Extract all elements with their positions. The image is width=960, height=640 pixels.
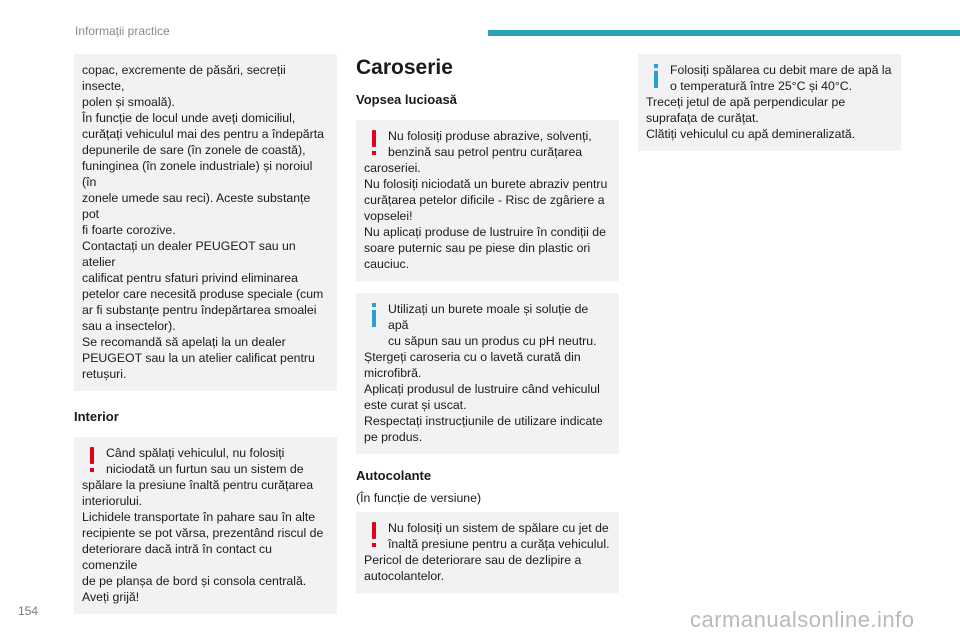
- box-line: sau a insectelor).: [82, 319, 176, 333]
- box-line: Nu folosiți niciodată un burete abraziv pentru: [364, 177, 608, 191]
- warning-lead-line: niciodată un furtun sau un sistem de: [106, 462, 304, 476]
- box-line: deteriorare dacă intră în contact cu comenzile: [82, 542, 273, 572]
- box-line: microfibră.: [364, 366, 422, 380]
- box-line: Se recomandă să apelați la un dealer: [82, 335, 286, 349]
- box-line: calificat pentru sfaturi privind eliminarea: [82, 271, 298, 285]
- info-lead-line: Folosiți spălarea cu debit mare de apă la: [670, 63, 892, 77]
- page-title: Caroserie: [356, 56, 453, 79]
- box-line: curățați vehiculul mai des pentru a îndepărta: [82, 127, 324, 141]
- warning-lead-line: Nu folosiți un sistem de spălare cu jet de: [388, 521, 609, 535]
- box-line: Nu aplicați produse de lustruire în condiții de: [364, 225, 606, 239]
- box-line: funinginea (în zonele industriale) și noroiul (în: [82, 159, 313, 189]
- interior-heading: Interior: [74, 409, 119, 424]
- section-title: Informații practice: [75, 24, 170, 38]
- gloss-info-box: [356, 293, 619, 454]
- info-lead-line: Utilizați un burete moale și soluție de apă: [388, 302, 589, 332]
- box-line: Treceți jetul de apă perpendicular pe: [646, 95, 846, 109]
- box-line: Aveți grijă!: [82, 590, 140, 604]
- exclamation-warning-icon: [364, 522, 384, 548]
- box-line: suprafața de curățat.: [646, 111, 759, 125]
- box-line: Lichidele transportate în pahare sau în alte: [82, 510, 316, 524]
- box-line: zonele umede sau reci). Aceste substanțe pot: [82, 191, 311, 221]
- box-line: depunerile de sare (în zonele de coastă),: [82, 143, 306, 157]
- box-line: soare puternic sau pe piese din plastic ori: [364, 241, 591, 255]
- box-line: Ștergeți caroseria cu o lavetă curată din: [364, 350, 581, 364]
- box-line: autocolantelor.: [364, 569, 444, 583]
- warning-lead-line: benzină sau petrol pentru curățarea: [388, 145, 583, 159]
- box-line: polen și smoală).: [82, 95, 175, 109]
- washing-info-box: [638, 54, 901, 151]
- box-line: spălare la presiune înaltă pentru curățarea: [82, 478, 314, 492]
- warning-lead-line: înaltă presiune pentru a curăța vehiculul.: [388, 537, 610, 551]
- box-line: interiorului.: [82, 494, 143, 508]
- box-line: fi foarte corozive.: [82, 223, 176, 237]
- box-line: petelor care necesită produse speciale (cum: [82, 287, 324, 301]
- section-accent-bar: [488, 30, 960, 36]
- gloss-warning-box: [356, 120, 619, 281]
- stickers-warning-box: [356, 512, 619, 593]
- info-lead-line: cu săpun sau un produs cu pH neutru.: [388, 334, 597, 348]
- stickers-heading: Autocolante: [356, 468, 432, 483]
- warning-lead-line: Când spălați vehiculul, nu folosiți: [106, 446, 285, 460]
- info-lead-line: o temperatură între 25°C și 40°C.: [670, 79, 853, 93]
- box-line: În funcție de locul unde aveți domiciliul,: [82, 111, 296, 125]
- box-line: caroseriei.: [364, 161, 421, 175]
- box-line: este curat și uscat.: [364, 398, 467, 412]
- box-line: retușuri.: [82, 367, 127, 381]
- box-line: Clătiți vehiculul cu apă demineralizată.: [646, 127, 856, 141]
- exclamation-warning-icon: [82, 447, 102, 473]
- column-2: [356, 56, 619, 593]
- box-line: copac, excremente de păsări, secreții insecte,: [82, 63, 286, 93]
- exclamation-warning-icon: [364, 130, 384, 156]
- warning-lead-line: Nu folosiți produse abrazive, solvenți,: [388, 129, 592, 143]
- box-line: recipiente se pot vărsa, prezentând riscul de: [82, 526, 324, 540]
- info-i-icon: [646, 64, 666, 90]
- interior-warning-box: [74, 437, 337, 614]
- box-line: ar fi substanțe pentru îndepărtarea smoalei: [82, 303, 317, 317]
- box-line: cauciuc.: [364, 257, 410, 271]
- gloss-heading: Vopsea lucioasă: [356, 92, 457, 107]
- column-3: [638, 54, 901, 151]
- watermark: carmanualsonline.info: [690, 607, 915, 632]
- stickers-note: (În funcție de versiune): [356, 491, 482, 505]
- column-1: [74, 54, 337, 614]
- box-line: pe produs.: [364, 430, 423, 444]
- page-number: 154: [18, 604, 39, 618]
- box-line: Respectați instrucțiunile de utilizare indicate: [364, 414, 603, 428]
- box-line: Pericol de deteriorare sau de dezlipire a: [364, 553, 582, 567]
- box-line: curățarea petelor dificile - Risc de zgâriere a: [364, 193, 605, 207]
- box-line: Contactați un dealer PEUGEOT sau un atelier: [82, 239, 296, 269]
- box-line: vopselei!: [364, 209, 413, 223]
- box-line: de pe planșa de bord și consola centrală.: [82, 574, 307, 588]
- box-line: PEUGEOT sau la un atelier calificat pentru: [82, 351, 315, 365]
- info-i-icon: [364, 303, 384, 329]
- cleaning-notes-box: [74, 54, 337, 391]
- box-line: Aplicați produsul de lustruire când vehiculul: [364, 382, 600, 396]
